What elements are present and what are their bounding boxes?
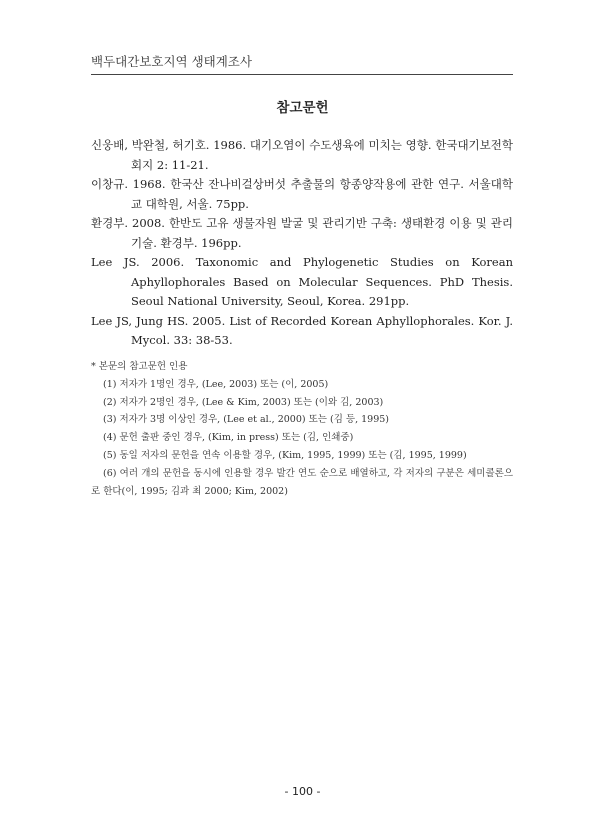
citation-note-item: (1) 저자가 1명인 경우, (Lee, 2003) 또는 (이, 2005) bbox=[103, 378, 329, 390]
citation-note-item: (5) 동일 저자의 문헌을 연속 이용할 경우, (Kim, 1995, 1999) 또는 (김, 1995, 1999) bbox=[103, 449, 467, 461]
citation-note-item: (4) 문헌 출판 중인 경우, (Kim, in press) 또는 (김, 인쇄중) bbox=[103, 432, 354, 444]
reference-item: Lee JS. 2006. Taxonomic and Phylogenetic Studies on Korean Aphyllophorales Based on Molecular Sequences. PhD Thesis. Seoul National University, Seoul, Korea. 291pp. bbox=[91, 255, 513, 308]
reference-item: 환경부. 2008. 한반도 고유 생물자원 발굴 및 관리기반 구축: 생태환경 이용 및 관리기술. 환경부. 196pp. bbox=[91, 216, 513, 250]
citation-note-item: (3) 저자가 3명 이상인 경우, (Lee et al., 2000) 또는 (김 등, 1995) bbox=[103, 414, 389, 426]
running-header: 백두대간보호지역 생태계조사 bbox=[91, 52, 513, 75]
section-title: 참고문헌 bbox=[276, 100, 329, 116]
page-number: - 100 - bbox=[284, 785, 321, 798]
citation-note-item: (6) 여러 개의 문헌을 동시에 인용할 경우 발간 연도 순으로 배열하고, 각 저자의 구분은 세미콜론으로 한다(이, 1995; 김과 최 2000; Kim, 2002) bbox=[91, 467, 513, 497]
citation-note-item: (2) 저자가 2명인 경우, (Lee & Kim, 2003) 또는 (이와 김, 2003) bbox=[103, 396, 384, 408]
citation-notes-heading: * 본문의 참고문헌 인용 bbox=[91, 361, 188, 372]
citation-notes bbox=[91, 358, 513, 500]
reference-item: Lee JS, Jung HS. 2005. List of Recorded Korean Aphyllophorales. Kor. J. Mycol. 33: 38-53. bbox=[91, 313, 513, 347]
reference-item: 이창규. 1968. 한국산 잔나비걸상버섯 추출물의 항종양작용에 관한 연구. 서울대학교 대학원, 서울. 75pp. bbox=[91, 177, 513, 211]
reference-item: 신웅배, 박완철, 허기호. 1986. 대기오염이 수도생육에 미치는 영향. 한국대기보전학회지 2: 11-21. bbox=[91, 138, 513, 172]
reference-list bbox=[91, 136, 513, 351]
